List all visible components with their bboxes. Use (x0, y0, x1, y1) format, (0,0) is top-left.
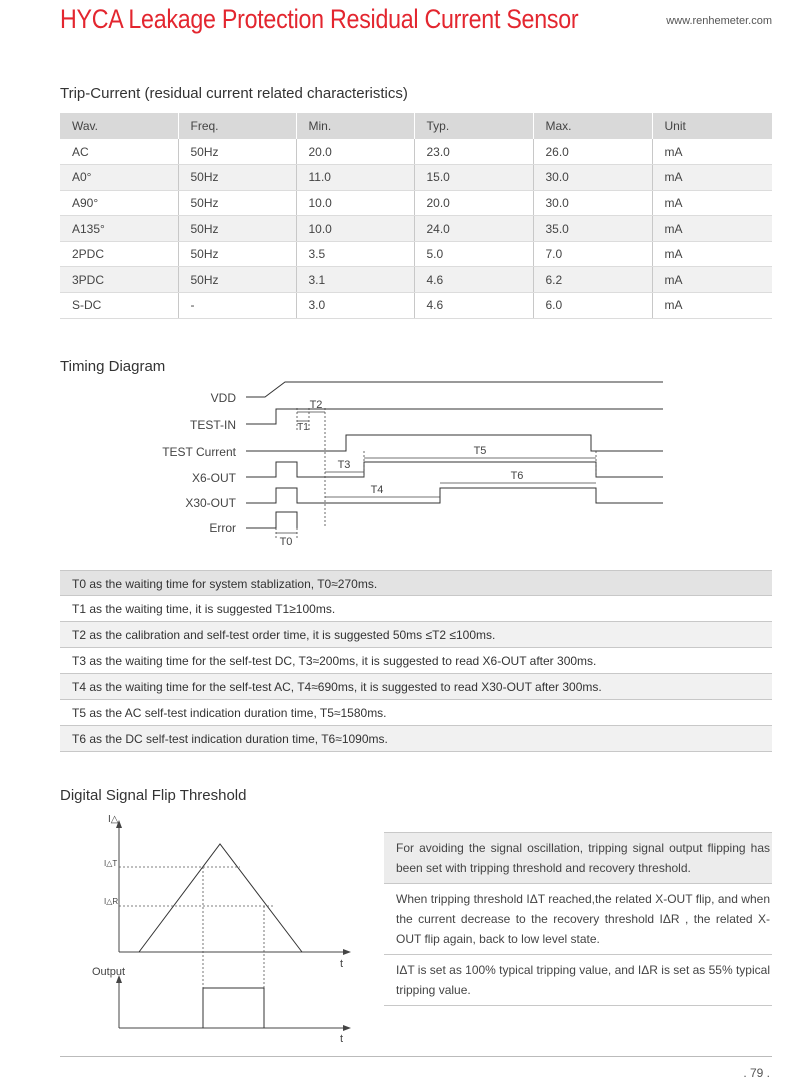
flip-description (384, 832, 772, 1006)
column-header: Freq. (178, 113, 296, 139)
interval-label-t5: T5 (473, 445, 487, 457)
table-cell: 50Hz (178, 139, 296, 165)
table-row (60, 216, 772, 242)
table-cell: 24.0 (414, 216, 533, 242)
interval-label-t6: T6 (510, 470, 524, 482)
signal-label-test-in: TEST-IN (189, 418, 236, 432)
table-cell: S-DC (60, 293, 178, 319)
table-cell: 30.0 (533, 190, 652, 216)
time-axis-label: t (340, 958, 344, 970)
table-cell: 4.6 (414, 293, 533, 319)
table-cell: 3PDC (60, 267, 178, 293)
table-cell: 15.0 (414, 165, 533, 191)
column-header: Min. (296, 113, 414, 139)
table-cell: A135° (60, 216, 178, 242)
website-link[interactable]: www.renhemeter.com (666, 15, 772, 27)
table-cell: mA (652, 216, 772, 242)
error-waveform (246, 512, 297, 528)
table-cell: 6.0 (533, 293, 652, 319)
trip-section-title: Trip-Current (residual current related characteristics) (60, 85, 408, 102)
i-axis-label: I△ (108, 814, 119, 825)
description-paragraph: For avoiding the signal oscillation, tripping signal output flipping has been set with tripping threshold and recovery threshold. (384, 832, 772, 884)
table-cell: 35.0 (533, 216, 652, 242)
table-cell: 20.0 (414, 190, 533, 216)
table-cell: A0° (60, 165, 178, 191)
current-waveform (139, 844, 302, 952)
table-cell: 3.0 (296, 293, 414, 319)
table-cell: 11.0 (296, 165, 414, 191)
recovery-threshold-label: I△R (104, 897, 119, 906)
table-row (60, 190, 772, 216)
table-cell: 50Hz (178, 267, 296, 293)
table-row (60, 267, 772, 293)
time-axis-label-2: t (340, 1033, 344, 1045)
description-paragraph: When tripping threshold IΔT reached,the related X-OUT flip, and when the current decrease to the recovery threshold IΔR , the related X-OUT flip again, back to low level state. (384, 884, 772, 955)
signal-label-vdd: VDD (210, 391, 236, 405)
trip-current-table (60, 113, 772, 319)
flip-section-title: Digital Signal Flip Threshold (60, 787, 247, 804)
table-cell: - (178, 293, 296, 319)
table-row (60, 165, 772, 191)
description-paragraph: IΔT is set as 100% typical tripping value, and IΔR is set as 55% typical tripping value. (384, 955, 772, 1006)
timing-diagram (0, 370, 800, 555)
table-cell: 6.2 (533, 267, 652, 293)
table-cell: 3.1 (296, 267, 414, 293)
column-header: Typ. (414, 113, 533, 139)
interval-label-t2: T2 (309, 399, 323, 411)
output-axis-label: Output (92, 966, 126, 978)
x30-out-waveform (246, 488, 663, 503)
signal-label-test-current: TEST Current (162, 445, 236, 459)
table-cell: mA (652, 165, 772, 191)
column-header: Wav. (60, 113, 178, 139)
table-cell: AC (60, 139, 178, 165)
test-current-waveform (246, 435, 663, 451)
table-cell: 10.0 (296, 216, 414, 242)
table-header-row (60, 113, 772, 139)
table-cell: mA (652, 267, 772, 293)
table-row (60, 293, 772, 319)
table-cell: 10.0 (296, 190, 414, 216)
vdd-waveform (246, 382, 663, 397)
signal-label-error: Error (209, 521, 236, 535)
table-cell: 50Hz (178, 165, 296, 191)
table-cell: 26.0 (533, 139, 652, 165)
interval-label-t3: T3 (337, 459, 351, 471)
table-cell: 23.0 (414, 139, 533, 165)
table-cell: 50Hz (178, 216, 296, 242)
table-cell: mA (652, 241, 772, 267)
page-title: HYCA Leakage Protection Residual Current Sensor (60, 4, 579, 34)
list-item: T6 as the DC self-test indication duration time, T6≈1090ms. (60, 726, 772, 752)
trip-threshold-label: I△T (104, 859, 118, 868)
column-header: Max. (533, 113, 652, 139)
table-cell: 50Hz (178, 241, 296, 267)
list-item: T4 as the waiting time for the self-test AC, T4≈690ms, it is suggested to read X30-OUT after 300ms. (60, 674, 772, 700)
list-item: T0 as the waiting time for system stablization, T0≈270ms. (60, 570, 772, 596)
interval-label-t1: T1 (297, 422, 309, 433)
table-row (60, 241, 772, 267)
signal-label-x30-out: X30-OUT (185, 496, 236, 510)
table-cell: mA (652, 293, 772, 319)
table-cell: mA (652, 139, 772, 165)
table-cell: 3.5 (296, 241, 414, 267)
table-cell: 4.6 (414, 267, 533, 293)
table-cell: 2PDC (60, 241, 178, 267)
table-row (60, 139, 772, 165)
flip-threshold-graph (60, 808, 360, 1048)
list-item: T2 as the calibration and self-test order time, it is suggested 50ms ≤T2 ≤100ms. (60, 622, 772, 648)
signal-label-x6-out: X6-OUT (191, 471, 236, 485)
table-cell: 30.0 (533, 165, 652, 191)
timing-section-title: Timing Diagram (60, 358, 166, 375)
table-cell: 50Hz (178, 190, 296, 216)
list-item: T5 as the AC self-test indication duration time, T5≈1580ms. (60, 700, 772, 726)
table-cell: 20.0 (296, 139, 414, 165)
table-cell: A90° (60, 190, 178, 216)
output-waveform (203, 988, 264, 1028)
table-cell: 7.0 (533, 241, 652, 267)
interval-label-t4: T4 (370, 484, 384, 496)
interval-label-t0: T0 (279, 536, 293, 548)
footer-divider (60, 1056, 772, 1057)
timing-notes-list (60, 570, 772, 752)
column-header: Unit (652, 113, 772, 139)
list-item: T3 as the waiting time for the self-test DC, T3≈200ms, it is suggested to read X6-OUT after 300ms. (60, 648, 772, 674)
x6-out-waveform (246, 462, 663, 477)
list-item: T1 as the waiting time, it is suggested T1≥100ms. (60, 596, 772, 622)
table-cell: mA (652, 190, 772, 216)
table-cell: 5.0 (414, 241, 533, 267)
page-number: . 79 . (743, 1066, 770, 1080)
